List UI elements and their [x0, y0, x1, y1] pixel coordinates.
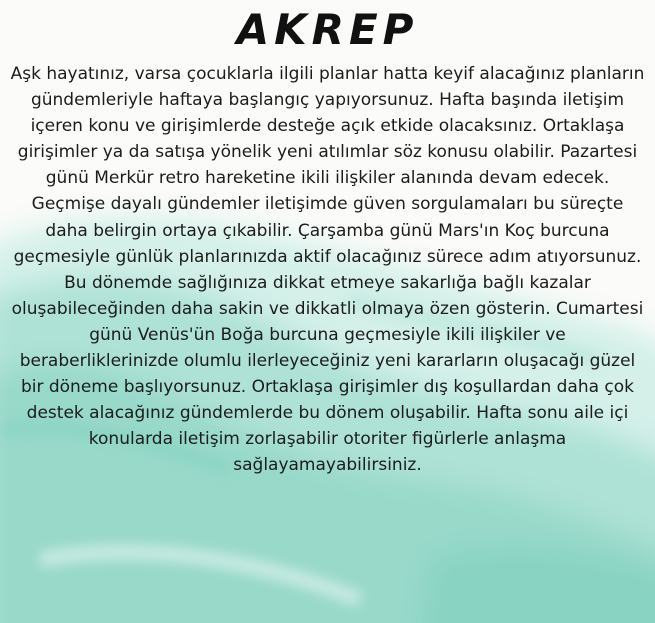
- horoscope-text: Aşk hayatınız, varsa çocuklarla ilgili planlar hatta keyif alacağınız planların gündemleriyle haftaya başlangıç yapıyorsunuz. Hafta başında iletişim içeren konu ve girişimlerde desteğe açık etkide olacaksınız. Ortaklaşa girişimler ya da satışa yönelik yeni atılımlar söz konusu olabilir. Pazartesi günü Merkür retro hareketine ikili ilişkiler alanında devam edecek. Geçmişe dayalı gündemler iletişimde güven sorgulamaları bu süreçte daha belirgin ortaya çıkabilir. Çarşamba günü Mars'ın Koç burcuna geçmesiyle günlük planlarınızda aktif olacağınız sürece adım atıyorsunuz. Bu dönemde sağlığınıza dikkat etmeye sakarlığa bağlı kazalar oluşabileceğinden daha sakin ve dikkatli olmaya özen gösterin. Cumartesi günü Venüs'ün Boğa burcuna geçmesiyle ikili ilişkiler ve beraberliklerinizde olumlu ilerleyeceğiniz yeni kararların oluşacağı güzel bir döneme başlıyorsunuz. Ortaklaşa girişimler dış koşullardan daha çok destek alacağınız gündemlerde bu dönem oluşabilir. Hafta sonu aile içi konularda iletişim zorlaşabilir otoriter figürlerle anlaşma sağlayamayabilirsiniz.: [10, 64, 645, 476]
- page-title: AKREP: [236, 5, 419, 54]
